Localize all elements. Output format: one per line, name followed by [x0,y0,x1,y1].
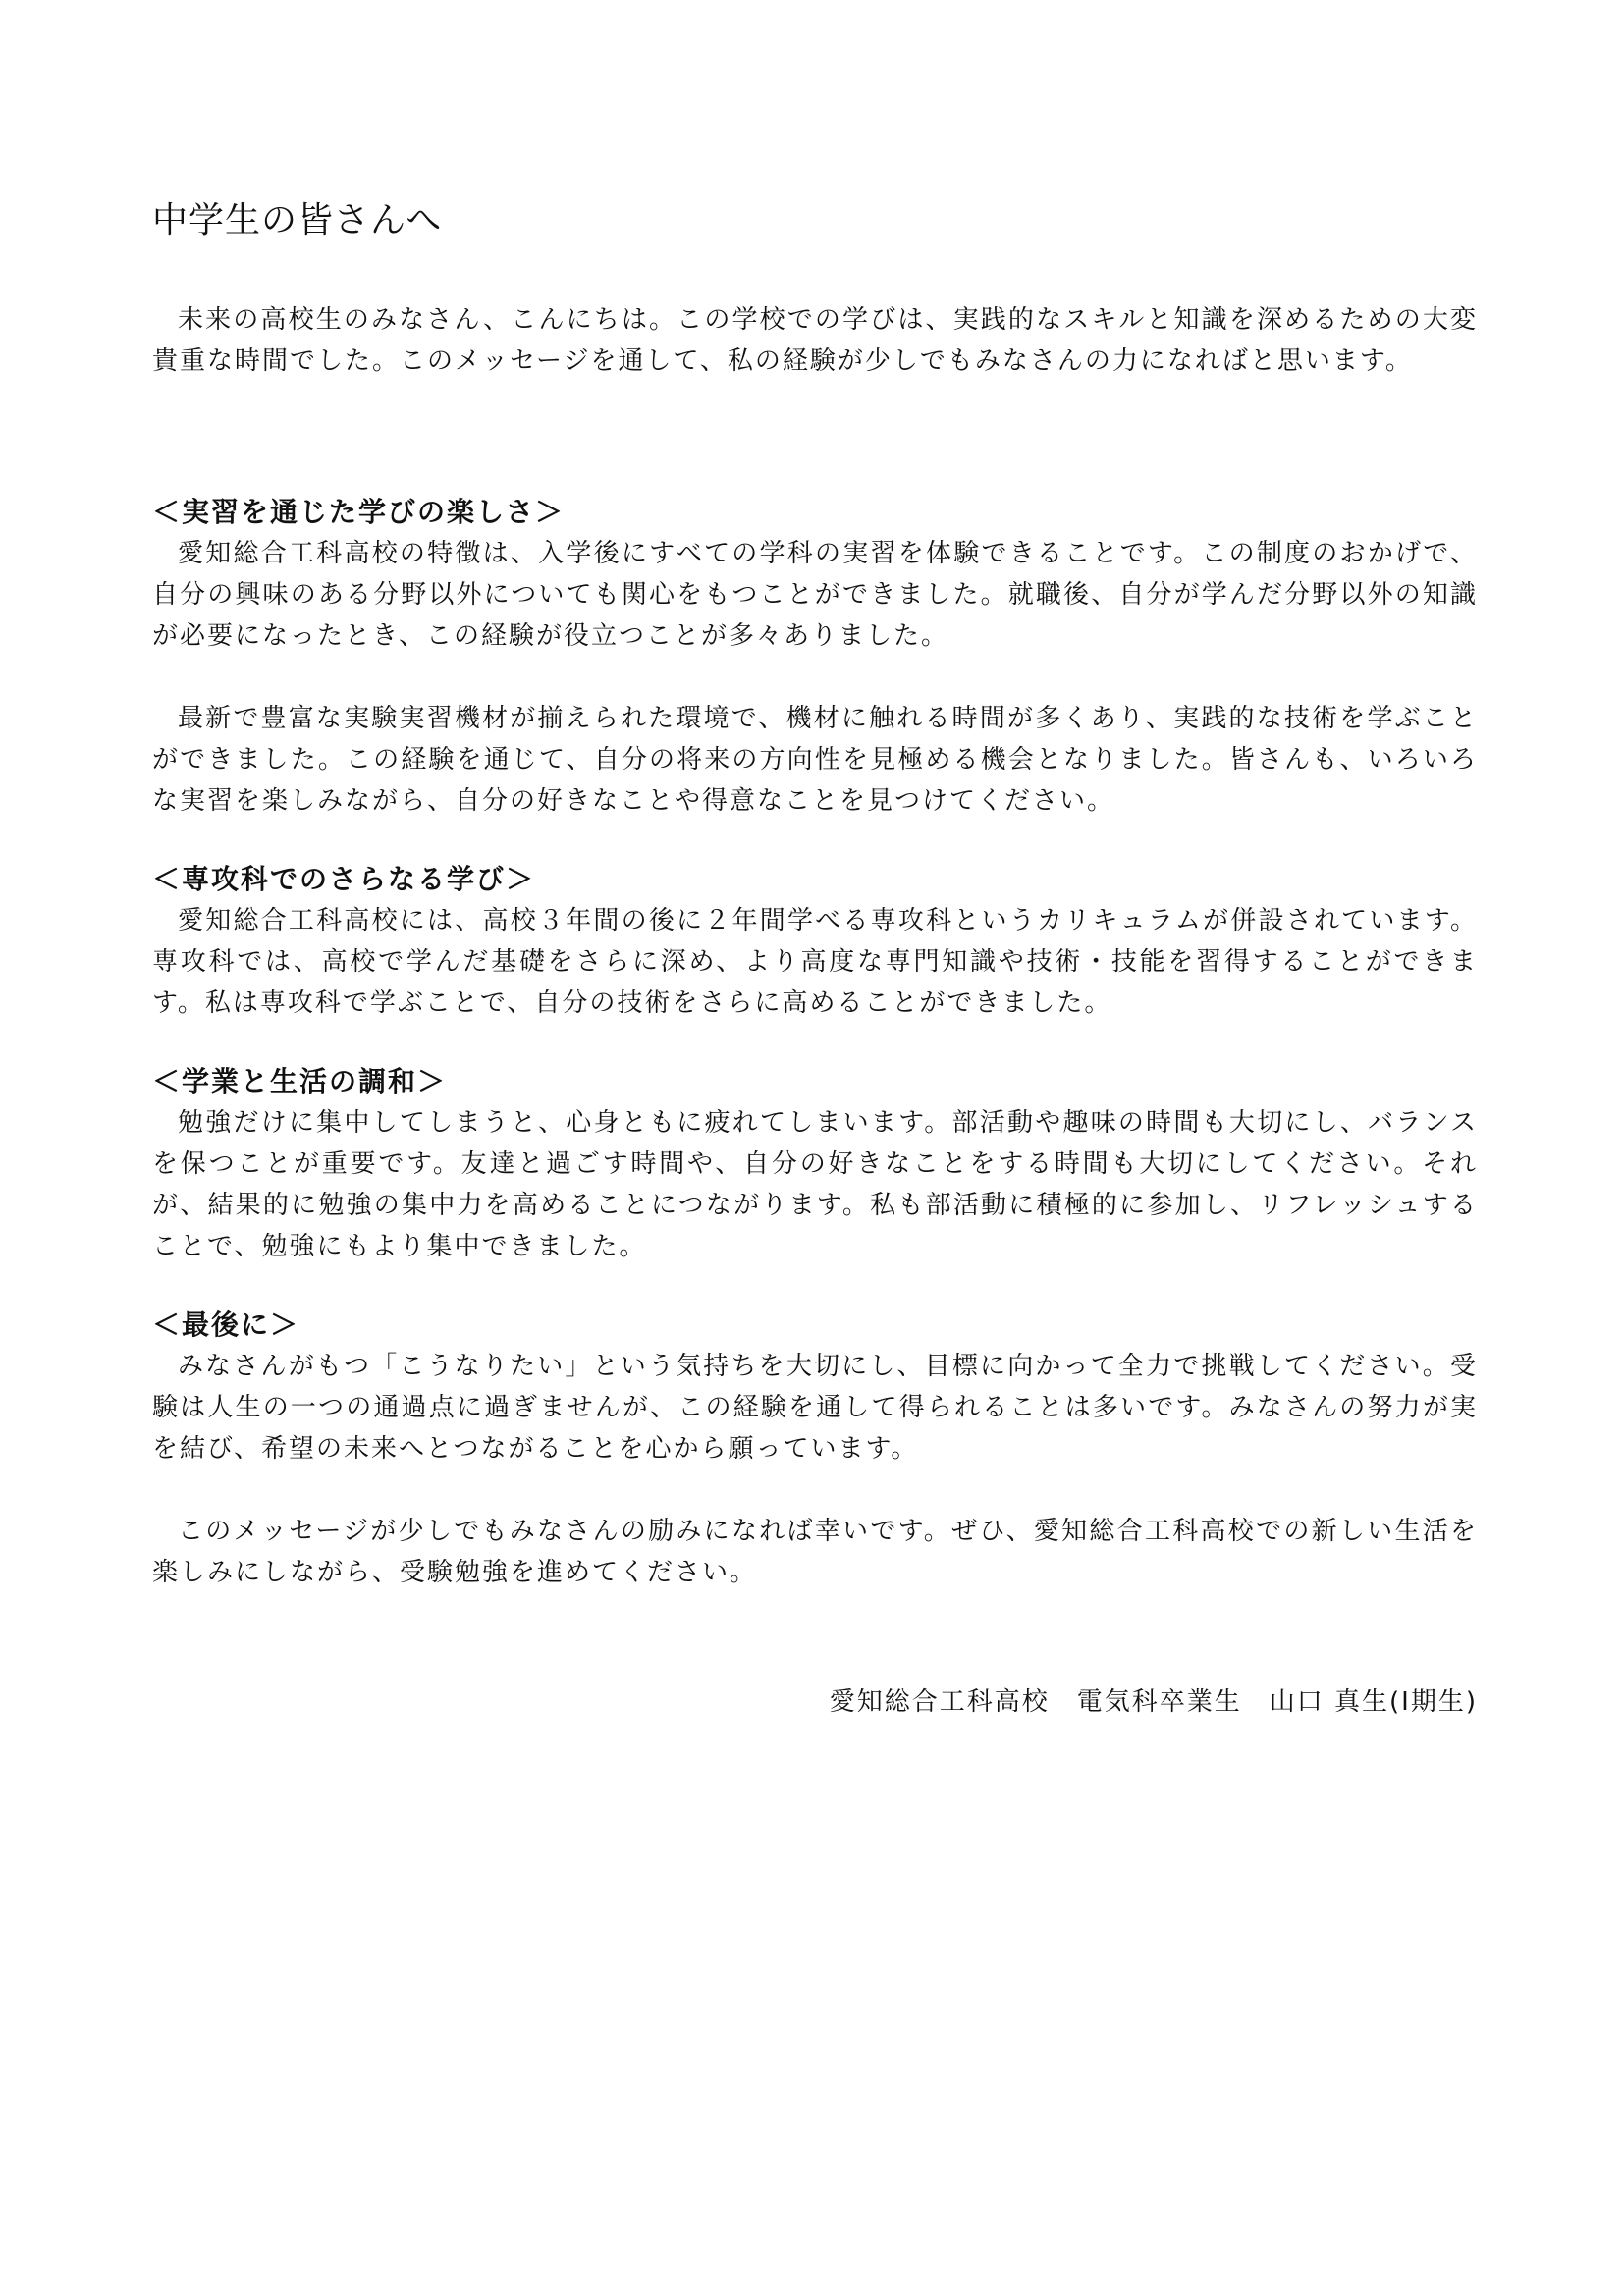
section-closing [152,1305,1478,1593]
page-title: 中学生の皆さんへ [152,200,443,240]
intro-paragraph: 未来の高校生のみなさん、こんにちは。この学校での学びは、実践的なスキルと知識を深めるための大変貴重な時間でした。このメッセージを通して、私の経験が少しでもみなさんの力になればと思います。 [152,305,1478,376]
section-advanced-course [152,859,1478,1024]
section-heading: ＜最後に＞ [152,1308,300,1341]
section-paragraph: 最新で豊富な実験実習機材が揃えられた環境で、機材に触れる時間が多くあり、実践的な技術を学ぶことができました。この経験を通じて、自分の将来の方向性を見極める機会となりました。皆さんも、いろいろな実習を楽しみながら、自分の好きなことや得意なことを見つけてください。 [152,704,1478,816]
section-paragraph: このメッセージが少しでもみなさんの励みになれば幸いです。ぜひ、愛知総合工科高校での新しい生活を楽しみにしながら、受験勉強を進めてください。 [152,1517,1478,1587]
section-paragraph: 愛知総合工科高校の特徴は、入学後にすべての学科の実習を体験できることです。この制度のおかげで、自分の興味のある分野以外についても関心をもつことができました。就職後、自分が学んだ分野以外の知識が必要になったとき、この経験が役立つことが多々ありました。 [152,539,1478,651]
section-study-life-balance [152,1061,1478,1267]
section-heading: ＜学業と生活の調和＞ [152,1065,448,1097]
section-heading: ＜専攻科でのさらなる学び＞ [152,863,536,895]
section-paragraph: 勉強だけに集中してしまうと、心身ともに疲れてしまいます。部活動や趣味の時間も大切にし、バランスを保つことが重要です。友達と過ごす時間や、自分の好きなことをする時間も大切にしてください。それが、結果的に勉強の集中力を高めることにつながります。私も部活動に積極的に参加し、リフレッシュすることで、勉強にもより集中できました。 [152,1108,1478,1261]
author-signature: 愛知総合工科高校 電気科卒業生 山口 真生(Ⅰ期生) [829,1687,1478,1717]
section-paragraph: 愛知総合工科高校には、高校３年間の後に２年間学べる専攻科というカリキュラムが併設されています。専攻科では、高校で学んだ基礎をさらに深め、より高度な専門知識や技術・技能を習得することができます。私は専攻科で学ぶことで、自分の技術をさらに高めることができました。 [152,906,1478,1018]
section-paragraph: みなさんがもつ「こうなりたい」という気持ちを大切にし、目標に向かって全力で挑戦してください。受験は人生の一つの通過点に過ぎませんが、この経験を通して得られることは多いです。みなさんの努力が実を結び、希望の未来へとつながることを心から願っています。 [152,1352,1478,1464]
section-heading: ＜実習を通じた学びの楽しさ＞ [152,496,566,528]
letter-document [152,196,1478,1723]
section-practical-learning [152,492,1478,822]
